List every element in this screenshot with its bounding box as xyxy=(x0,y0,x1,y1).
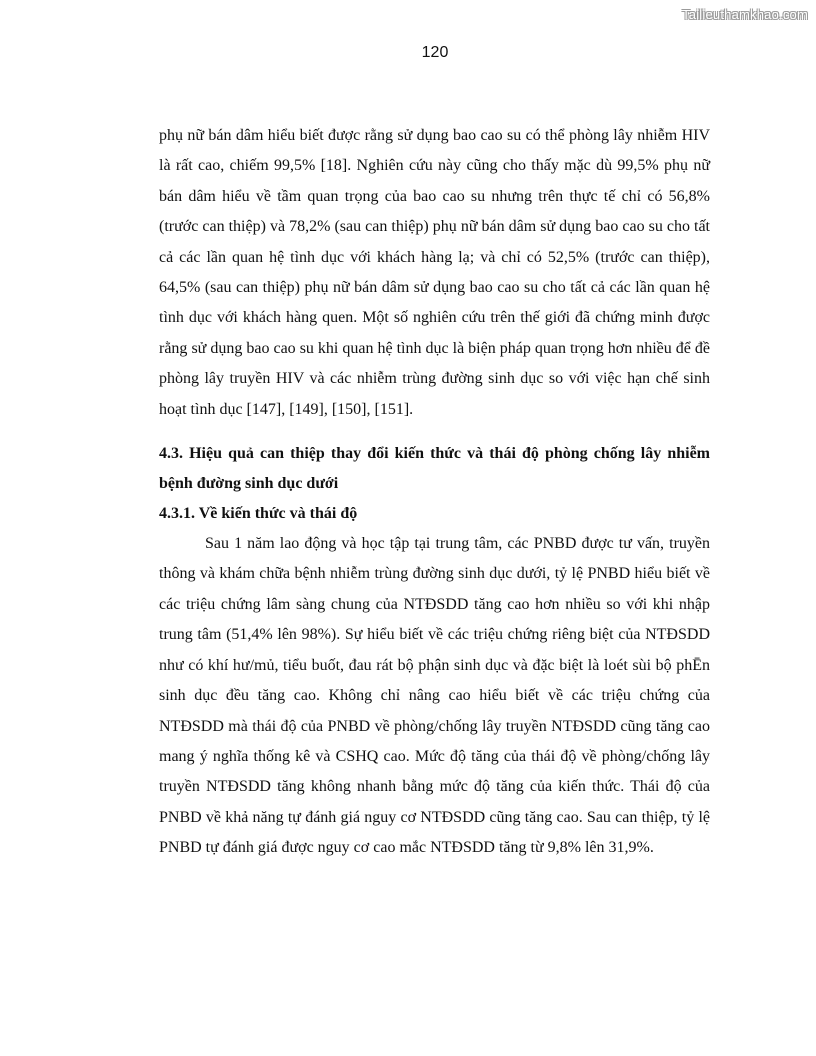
paragraph-knowledge-attitude: Sau 1 năm lao động và học tập tại trung tâm, các PNBD được tư vấn, truyền thông và khám chữa bệnh nhiễm trùng đường sinh dục dưới, tỷ lệ PNBD hiểu biết về các triệu chứng lâm sàng chung của NTĐSDD tăng cao hơn nhiều so với khi nhập trung tâm (51,4% lên 98%). Sự hiểu biết về các triệu chứng riêng biệt của NTĐSDD như có khí hư/mủ, tiểu buốt, đau rát bộ phận sinh dục và đặc biệt là loét sùi bộ phĒn sinh dục đều tăng cao. Không chỉ nâng cao hiểu biết về các triệu chứng của NTĐSDD mà thái độ của PNBD về phòng/chống lây truyền NTĐSDD cũng tăng cao mang ý nghĩa thống kê và CSHQ cao. Mức độ tăng của thái độ về phòng/chống lây truyền NTĐSDD tăng không nhanh bằng mức độ tăng của kiến thức. Thái độ của PNBD về khả năng tự đánh giá nguy cơ NTĐSDD cũng tăng cao. Sau can thiệp, tỷ lệ PNBD tự đánh giá được nguy cơ cao mắc NTĐSDD tăng từ 9,8% lên 31,9%. xyxy=(159,535,710,857)
watermark: Tailieuthamkhao.com xyxy=(682,7,808,22)
document-body xyxy=(159,121,710,864)
paragraph-condom-use: phụ nữ bán dâm hiểu biết được rằng sử dụng bao cao su có thể phòng lây nhiễm HIV là rất cao, chiếm 99,5% [18]. Nghiên cứu này cũng cho thấy mặc dù 99,5% phụ nữ bán dâm hiểu về tầm quan trọng của bao cao su nhưng trên thực tế chỉ có 56,8% (trước can thiệp) và 78,2% (sau can thiệp) phụ nữ bán dâm sử dụng bao cao su cho tất cả các lần quan hệ tình dục với khách hàng lạ; và chỉ có 52,5% (trước can thiệp), 64,5% (sau can thiệp) phụ nữ bán dâm sử dụng bao cao su cho tất cả các lần quan hệ tình dục với khách hàng quen. Một số nghiên cứu trên thế giới đã chứng minh được rằng sử dụng bao cao su khi quan hệ tình dục là biện pháp quan trọng hơn nhiều để đề phòng lây truyền HIV và các nhiễm trùng đường sinh dục so với việc hạn chế sinh hoạt tình dục [147], [149], [150], [151]. xyxy=(159,127,710,418)
page-number: 120 xyxy=(421,44,449,61)
section-heading: 4.3. Hiệu quả can thiệp thay đổi kiến thức và thái độ phòng chống lây nhiễm bệnh đường sinh dục dưới xyxy=(159,445,710,493)
subsection-heading: 4.3.1. Về kiến thức và thái độ xyxy=(159,505,358,523)
